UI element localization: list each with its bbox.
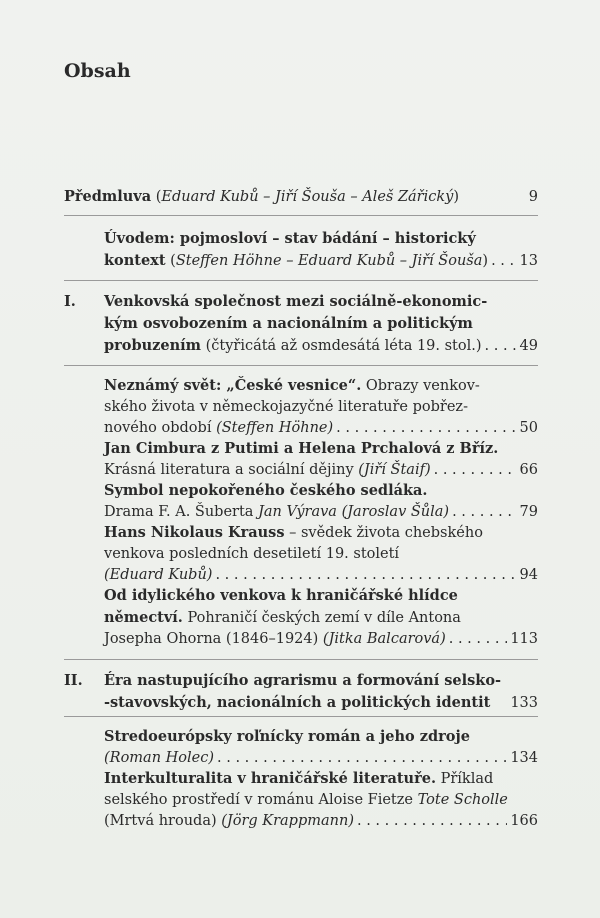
entry-line: [104, 335, 538, 357]
entry-line: [104, 480, 538, 502]
entry-title-text: Éra nastupujícího agrarismu a formování selsko-: [104, 672, 502, 689]
leader-dots: [357, 811, 507, 832]
entry-line: [104, 313, 538, 335]
entry-line: [104, 585, 538, 607]
page-number: 94: [519, 567, 538, 583]
entry-text: (: [165, 253, 176, 269]
entry-line: [104, 522, 538, 544]
entry-line: [104, 397, 538, 418]
leader-dots: [217, 748, 507, 769]
entry-title-text: kontext: [104, 252, 166, 269]
entry-text: Josepha Ohorna (1846–1924): [104, 631, 323, 647]
entry-line: [104, 629, 538, 650]
entry-line: [104, 460, 538, 481]
entry-line: [104, 291, 538, 313]
entry-title-text: Úvodem: pojmosloví – stav bádání – historický: [104, 230, 476, 247]
entry-line: [104, 438, 538, 460]
author-text: (Jörg Krappmann): [221, 813, 354, 829]
entry-text: ): [482, 253, 489, 269]
page-number: 133: [510, 695, 538, 711]
entry-text: (Mrtvá hrouda): [104, 813, 222, 829]
entry-title-text: Od idylického venkova k hraničářské hlídce: [104, 587, 458, 604]
entry-title-text: Interkulturalita v hraničářské literatuře.: [104, 770, 436, 787]
leader-dots: [449, 629, 508, 650]
author-text: (Eduard Kubů): [104, 567, 213, 583]
entry-line: [104, 418, 538, 439]
page-number: 166: [510, 813, 538, 829]
section-divider: [64, 659, 538, 660]
entry-text: Drama F. A. Šuberta: [104, 504, 259, 520]
entry-text: ): [453, 189, 460, 205]
page-number: 79: [519, 504, 538, 520]
leader-dots: [336, 418, 516, 439]
page-number: 49: [519, 338, 538, 354]
entry-title-text: Hans Nikolaus Krauss: [104, 524, 285, 541]
entry-text: Obrazy venkov-: [361, 378, 480, 394]
leader-dots: [434, 460, 517, 481]
entry-text: selského prostředí v románu Aloise Fietze: [104, 792, 418, 808]
leader-dots: [491, 251, 516, 272]
entry-line: [104, 670, 538, 692]
entry-line: [104, 726, 538, 748]
entry-text: – svědek života chebského: [284, 525, 483, 541]
page-number: 134: [510, 750, 538, 766]
section-divider: [64, 280, 538, 281]
author-text: (Jaroslav Šůla): [341, 504, 450, 520]
entry-text: Krásná literatura a sociální dějiny: [104, 462, 359, 478]
page-number: 50: [519, 420, 538, 436]
author-text: Steffen Höhne – Eduard Kubů – Jiří Šouša: [175, 253, 483, 269]
entry-text: Pohraničí českých zemí v díle Antona: [182, 610, 461, 626]
entry-title-text: Neznámý svět: „České vesnice“.: [104, 377, 362, 394]
entry-line: [104, 768, 538, 790]
entry-title-text: Venkovská společnost mezi sociálně-ekonomic-: [104, 293, 488, 310]
author-text: Eduard Kubů – Jiří Šouša – Aleš Zářický: [161, 189, 454, 205]
author-text: Tote Scholle: [417, 792, 508, 808]
entry-title-text: -stavovských, nacionálních a politických identit: [104, 694, 491, 711]
section-divider: [64, 215, 538, 216]
entry-line: [104, 692, 538, 714]
section-divider: [64, 716, 538, 717]
page-number: 13: [519, 253, 538, 269]
page-number: 9: [528, 189, 538, 205]
entry-title-text: Symbol nepokořeného českého sedláka.: [104, 482, 428, 499]
entry-title-text: Předmluva: [64, 188, 152, 205]
entry-line: [104, 502, 538, 523]
entry-title-text: probuzením: [104, 337, 201, 354]
entry-line: [104, 228, 538, 250]
entry-line: [104, 607, 538, 629]
author-text: (Jitka Balcarová): [322, 631, 446, 647]
entry-text: nového období: [104, 420, 217, 436]
toc-heading: Obsah: [64, 60, 131, 82]
section-divider: [64, 365, 538, 366]
author-text: (Roman Holec): [104, 750, 215, 766]
entry-text: (: [151, 189, 162, 205]
leader-dots: [215, 565, 516, 586]
entry-line: [104, 375, 538, 397]
chapter-number: I.: [64, 293, 76, 310]
entry-title-text: Stredoeurópsky roľnícky román a jeho zdroje: [104, 728, 470, 745]
author-text: (Steffen Höhne): [216, 420, 334, 436]
chapter-number: II.: [64, 672, 83, 689]
entry-text: ského života v německojazyčné literatuře pobřez-: [104, 399, 468, 415]
entry-line: [104, 250, 538, 272]
entry-title-text: kým osvobozením a nacionálním a politickým: [104, 315, 473, 332]
author-text: (Jiří Štaif): [358, 462, 431, 478]
page-number: 113: [510, 631, 538, 647]
leader-dots: [485, 336, 517, 357]
entry-line: [104, 811, 538, 832]
entry-line: [104, 565, 538, 586]
page-number: 66: [519, 462, 538, 478]
leader-dots: [452, 502, 516, 523]
author-text: Jan Výrava: [258, 504, 337, 520]
entry-line: [104, 790, 538, 811]
entry-text: (čtyřicátá až osmdesátá léta 19. stol.): [200, 338, 482, 354]
entry-text: Příklad: [436, 771, 494, 787]
entry-line: [64, 186, 538, 208]
entry-text: venkova posledních desetiletí 19. století: [104, 546, 400, 562]
entry-title-text: Jan Cimbura z Putimi a Helena Prchalová z Bříz.: [104, 440, 499, 457]
entry-title-text: němectví.: [104, 609, 183, 626]
entry-line: [104, 544, 538, 565]
entry-line: [104, 748, 538, 769]
